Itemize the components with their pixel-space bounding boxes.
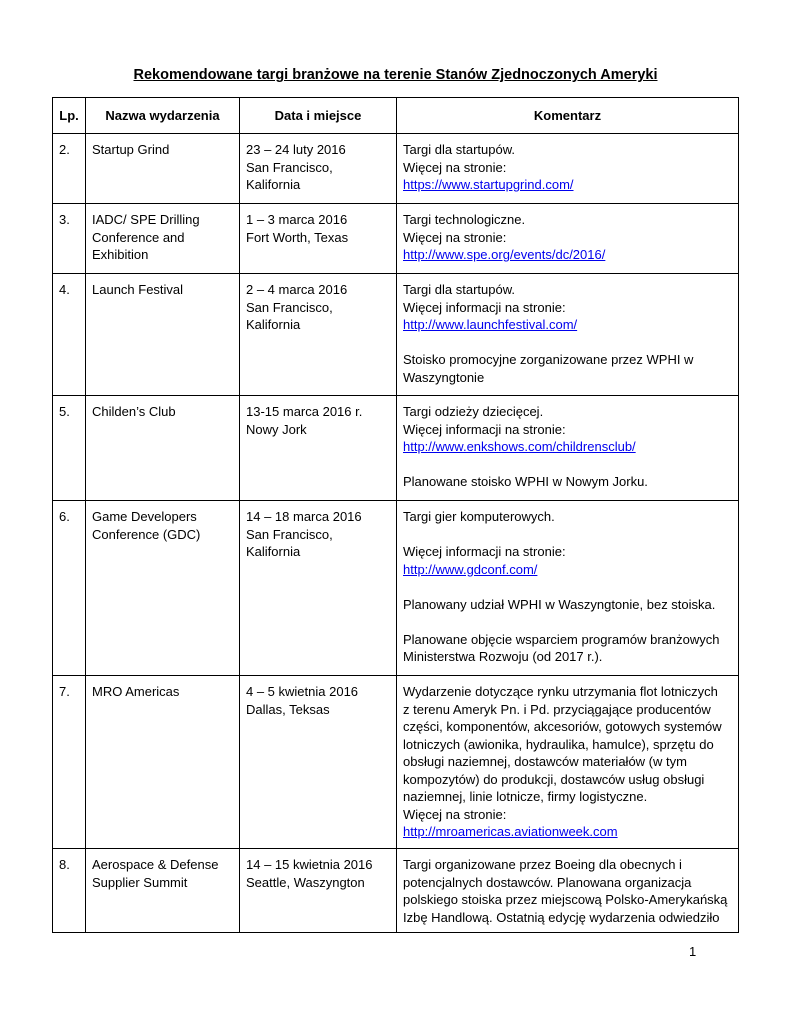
paragraph-gap xyxy=(403,526,732,544)
paragraph-gap xyxy=(403,578,732,596)
event-name-line: Startup Grind xyxy=(92,142,170,157)
event-name-cell xyxy=(86,204,240,274)
comment-line: Wydarzenie dotyczące rynku utrzymania flot lotniczych xyxy=(403,684,718,699)
event-place: Seattle, Waszyngton xyxy=(246,874,365,890)
date-place-cell xyxy=(240,396,397,501)
comment-cell xyxy=(397,204,739,274)
comment-line: Targi organizowane przez Boeing dla obecnych i xyxy=(403,857,682,872)
comment-cell xyxy=(397,501,739,676)
event-name-cell xyxy=(86,501,240,676)
comment-line: Więcej na stronie: xyxy=(403,806,507,822)
event-website-link[interactable]: http://www.spe.org/events/dc/2016/ xyxy=(403,247,606,262)
row-number: 3. xyxy=(53,204,86,274)
event-website-link[interactable]: https://www.startupgrind.com/ xyxy=(403,177,574,192)
comment-line: Targi gier komputerowych. xyxy=(403,509,555,524)
comment-link-line xyxy=(403,561,732,579)
row-number: 6. xyxy=(53,501,86,676)
comment-line: Waszyngtonie xyxy=(403,369,485,385)
date-place-cell xyxy=(240,274,397,396)
comment-cell xyxy=(397,676,739,849)
event-website-link[interactable]: http://mroamericas.aviationweek.com xyxy=(403,824,618,839)
event-name-line: Conference and xyxy=(92,229,185,245)
event-name-cell xyxy=(86,396,240,501)
date-place-cell xyxy=(240,134,397,204)
event-name-cell xyxy=(86,676,240,849)
event-name-cell xyxy=(86,849,240,933)
event-name-line: Exhibition xyxy=(92,247,149,262)
event-website-link[interactable]: http://www.launchfestival.com/ xyxy=(403,317,578,332)
table-row xyxy=(53,849,739,933)
header-date-place: Data i miejsce xyxy=(240,98,397,134)
table-row xyxy=(53,204,739,274)
comment-line: z terenu Ameryk Pn. i Pd. przyciągające producentów xyxy=(403,701,711,717)
table-row xyxy=(53,396,739,501)
event-name-line: Aerospace & Defense xyxy=(92,857,219,872)
comment-line: Izbę Handlową. Ostatnią edycję wydarzenia odwiedziło xyxy=(403,909,720,925)
paragraph-gap xyxy=(403,613,732,631)
comment-line: Ministerstwa Rozwoju (od 2017 r.). xyxy=(403,649,603,664)
event-name-cell xyxy=(86,134,240,204)
comment-line: Planowane objęcie wsparciem programów branżowych xyxy=(403,631,720,647)
document-title: Rekomendowane targi branżowe na terenie Stanów Zjednoczonych Ameryki xyxy=(133,67,658,83)
event-date: 2 – 4 marca 2016 xyxy=(246,282,348,297)
header-event-name: Nazwa wydarzenia xyxy=(86,98,240,134)
header-comment: Komentarz xyxy=(397,98,739,134)
comment-line: Stoisko promocyjne zorganizowane przez WPHI w xyxy=(403,352,694,367)
table-row xyxy=(53,274,739,396)
row-number: 5. xyxy=(53,396,86,501)
comment-line: Planowane stoisko WPHI w Nowym Jorku. xyxy=(403,474,648,489)
event-place: Fort Worth, Texas xyxy=(246,229,349,245)
comment-line: obsługi naziemnej, dostawców materiałów (w tym xyxy=(403,754,687,769)
event-date: 14 – 18 marca 2016 xyxy=(246,509,362,524)
comment-cell xyxy=(397,274,739,396)
row-number: 7. xyxy=(53,676,86,849)
date-place-cell xyxy=(240,676,397,849)
event-place: San Francisco, Kalifornia xyxy=(246,159,333,192)
date-place-cell xyxy=(240,204,397,274)
event-website-link[interactable]: http://www.enkshows.com/childrensclub/ xyxy=(403,439,636,454)
event-name-line: Game Developers xyxy=(92,509,197,524)
comment-line: Więcej informacji na stronie: xyxy=(403,421,566,437)
event-name-line: MRO Americas xyxy=(92,684,180,699)
row-number: 8. xyxy=(53,849,86,933)
date-place-cell xyxy=(240,849,397,933)
event-place: San Francisco, Kalifornia xyxy=(246,299,333,332)
comment-cell xyxy=(397,849,739,933)
event-name-line: Conference (GDC) xyxy=(92,526,201,542)
comment-line: Targi dla startupów. xyxy=(403,142,516,157)
row-number: 4. xyxy=(53,274,86,396)
trade-fairs-table xyxy=(52,97,739,933)
comment-link-line xyxy=(403,316,732,334)
event-date: 14 – 15 kwietnia 2016 xyxy=(246,857,373,872)
comment-line: Więcej informacji na stronie: xyxy=(403,299,566,315)
row-number: 2. xyxy=(53,134,86,204)
event-name-line: Childen’s Club xyxy=(92,404,176,419)
comment-line: Targi dla startupów. xyxy=(403,282,516,297)
comment-link-line xyxy=(403,176,732,194)
event-date: 1 – 3 marca 2016 xyxy=(246,212,348,227)
comment-line: Więcej na stronie: xyxy=(403,159,507,175)
table-row xyxy=(53,676,739,849)
comment-line: naziemnej, linie lotnicze, firmy logistyczne. xyxy=(403,789,648,804)
paragraph-gap xyxy=(403,456,732,474)
event-date: 4 – 5 kwietnia 2016 xyxy=(246,684,359,699)
comment-link-line xyxy=(403,438,732,456)
table-row xyxy=(53,134,739,204)
table-row xyxy=(53,501,739,676)
comment-line: Więcej na stronie: xyxy=(403,229,507,245)
comment-line: potencjalnych dostawców. Planowana organizacja xyxy=(403,874,692,890)
comment-line: lotniczych (awionika, hydraulika, hamulce), sprzętu do xyxy=(403,736,714,752)
event-website-link[interactable]: http://www.gdconf.com/ xyxy=(403,561,538,577)
comment-link-line xyxy=(403,823,732,841)
comment-line: Targi technologiczne. xyxy=(403,212,526,227)
comment-line: Targi odzieży dziecięcej. xyxy=(403,404,544,419)
event-place: Nowy Jork xyxy=(246,421,307,437)
event-name-line: IADC/ SPE Drilling xyxy=(92,212,200,227)
event-name-line: Launch Festival xyxy=(92,282,184,297)
event-name-line: Supplier Summit xyxy=(92,874,188,890)
comment-line: Planowany udział WPHI w Waszyngtonie, bez stoiska. xyxy=(403,596,716,612)
comment-cell xyxy=(397,134,739,204)
event-place: San Francisco, Kalifornia xyxy=(246,526,333,559)
comment-line: Więcej informacji na stronie: xyxy=(403,544,566,559)
event-date: 23 – 24 luty 2016 xyxy=(246,142,346,157)
header-lp: Lp. xyxy=(53,98,86,134)
comment-cell xyxy=(397,396,739,501)
table-header-row xyxy=(53,98,739,134)
comment-link-line xyxy=(403,246,732,264)
comment-line: kompozytów) do produkcji, dostawców usług obsługi xyxy=(403,771,705,787)
event-date: 13-15 marca 2016 r. xyxy=(246,404,363,419)
page-number: 1 xyxy=(689,944,697,959)
event-place: Dallas, Teksas xyxy=(246,701,330,717)
comment-line: części, komponentów, akcesoriów, gotowych systemów xyxy=(403,719,722,734)
comment-line: polskiego stoiska przez miejscową Polsko-Amerykańską xyxy=(403,892,728,907)
paragraph-gap xyxy=(403,334,732,352)
event-name-cell xyxy=(86,274,240,396)
date-place-cell xyxy=(240,501,397,676)
